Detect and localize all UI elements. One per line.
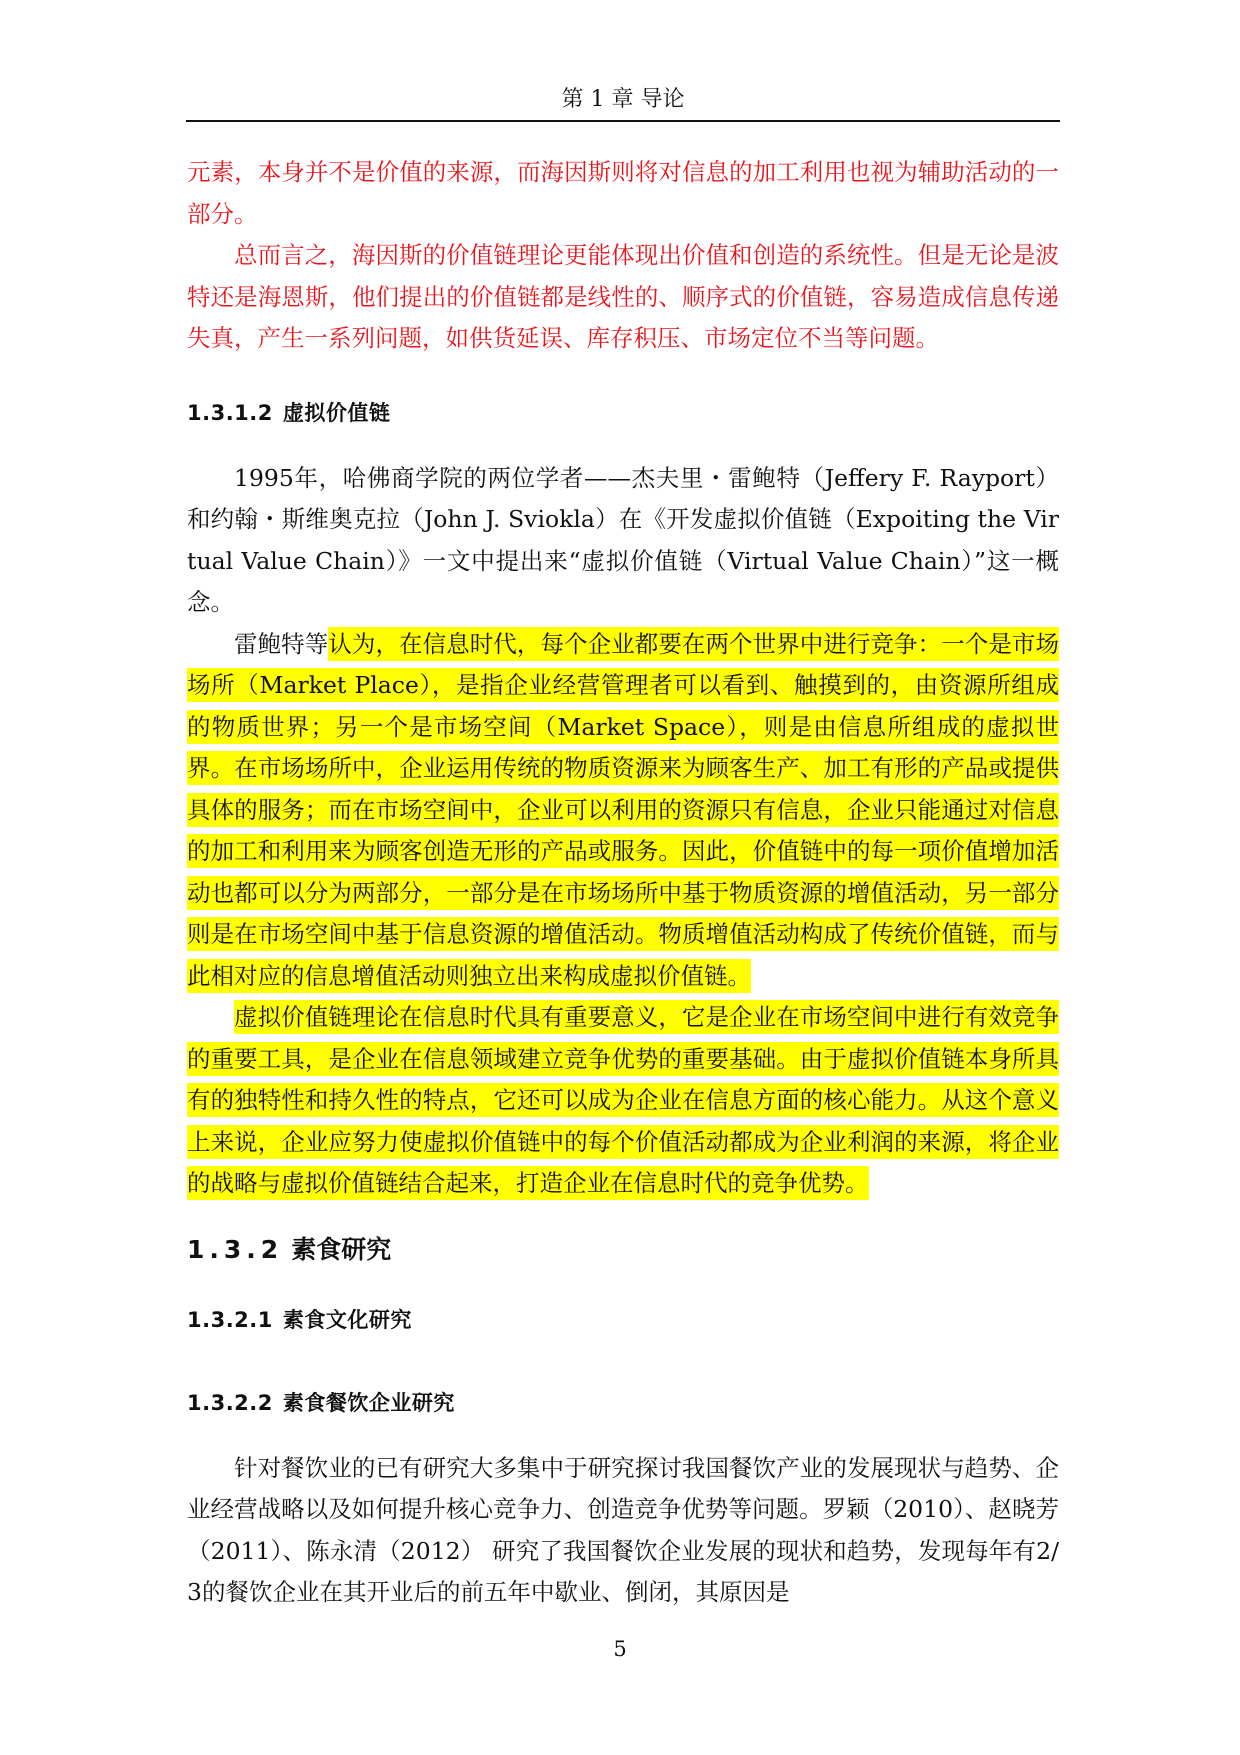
- section-number: 1.3.2.1: [187, 1307, 273, 1332]
- section-number: 1.3.2: [187, 1234, 284, 1264]
- highlighted-text: 认为，在信息时代，每个企业都要在两个世界中进行竞争：一个是市场场所（Market Place），是指企业经营管理者可以看到、触摸到的，由资源所组成的物质世界；另一个是市场空间（Market Space），则是由信息所组成的虚拟世界。在市场场所中，企业运用传统的物质资源来为顾客生产、加工有形的产品或提供具体的服务；而在市场空间中，企业可以利用的资源只有信息，企业只能通过对信息的加工和利用来为顾客创造无形的产品或服务。因此，价值链中的每一项价值增加活动也都可以分为两部分，一部分是在市场场所中基于物质资源的增值活动，另一部分则是在市场空间中基于信息资源的增值活动。物质增值活动构成了传统价值链，而与此相对应的信息增值活动则独立出来构成虚拟价值链。: [187, 627, 1059, 993]
- paragraph-virtual-value-chain-significance: [187, 997, 1059, 1205]
- page-number: 5: [613, 1637, 627, 1661]
- section-title: 素食餐饮企业研究: [282, 1390, 455, 1415]
- document-body: [187, 152, 1059, 1614]
- section-heading-1-3-2-2: [187, 1388, 1059, 1418]
- paragraph-rayport: 1995年，哈佛商学院的两位学者——杰夫里・雷鲍特（Jeffery F. Rayport）和约翰・斯维奥克拉（John J. Sviokla）在《开发虚拟价值链（Expoiting the Virtual Value Chain）》一文中提出来“虚拟价值链（Virtual Value Chain）”这一概念。: [187, 463, 1059, 616]
- section-title: 素食文化研究: [282, 1307, 412, 1332]
- section-heading-1-3-2: [187, 1233, 1059, 1267]
- section-title: 素食研究: [291, 1234, 392, 1264]
- chapter-title: 第 1 章 导论: [561, 87, 685, 112]
- paragraph-catering-research: 针对餐饮业的已有研究大多集中于研究探讨我国餐饮产业的发展现状与趋势、企业经营战略以及如何提升核心竞争力、创造竞争优势等问题。罗颖（2010）、赵晓芳（2011）、陈永清（2012） 研究了我国餐饮企业发展的现状和趋势，发现每年有2/3的餐饮企业在其开业后的前五年中歇业、倒闭，其原因是: [187, 1453, 1059, 1606]
- paragraph-summary: 总而言之，海因斯的价值链理论更能体现出价值和创造的系统性。但是无论是波特还是海恩斯，他们提出的价值链都是线性的、顺序式的价值链，容易造成信息传递失真，产生一系列问题，如供货延误、库存积压、市场定位不当等问题。: [187, 241, 1059, 352]
- paragraph-lead-text: 雷鲍特等: [234, 629, 329, 658]
- page-header: [186, 84, 1060, 122]
- paragraph-market-space: [187, 624, 1059, 998]
- section-number: 1.3.1.2: [187, 400, 273, 425]
- section-number: 1.3.2.2: [187, 1390, 273, 1415]
- paragraph-continued: 元素，本身并不是价值的来源，而海因斯则将对信息的加工利用也视为辅助活动的一部分。: [187, 158, 1059, 228]
- section-heading-1-3-2-1: [187, 1305, 1059, 1335]
- section-heading-1-3-1-2: [187, 398, 1059, 428]
- section-title: 虚拟价值链: [282, 400, 391, 425]
- highlighted-text: 虚拟价值链理论在信息时代具有重要意义，它是企业在市场空间中进行有效竞争的重要工具，是企业在信息领域建立竞争优势的重要基础。由于虚拟价值链本身所具有的独特性和持久性的特点，它还可以成为企业在信息方面的核心能力。从这个意义上来说，企业应努力使虚拟价值链中的每个价值活动都成为企业利润的来源，将企业的战略与虚拟价值链结合起来，打造企业在信息时代的竞争优势。: [187, 1000, 1059, 1200]
